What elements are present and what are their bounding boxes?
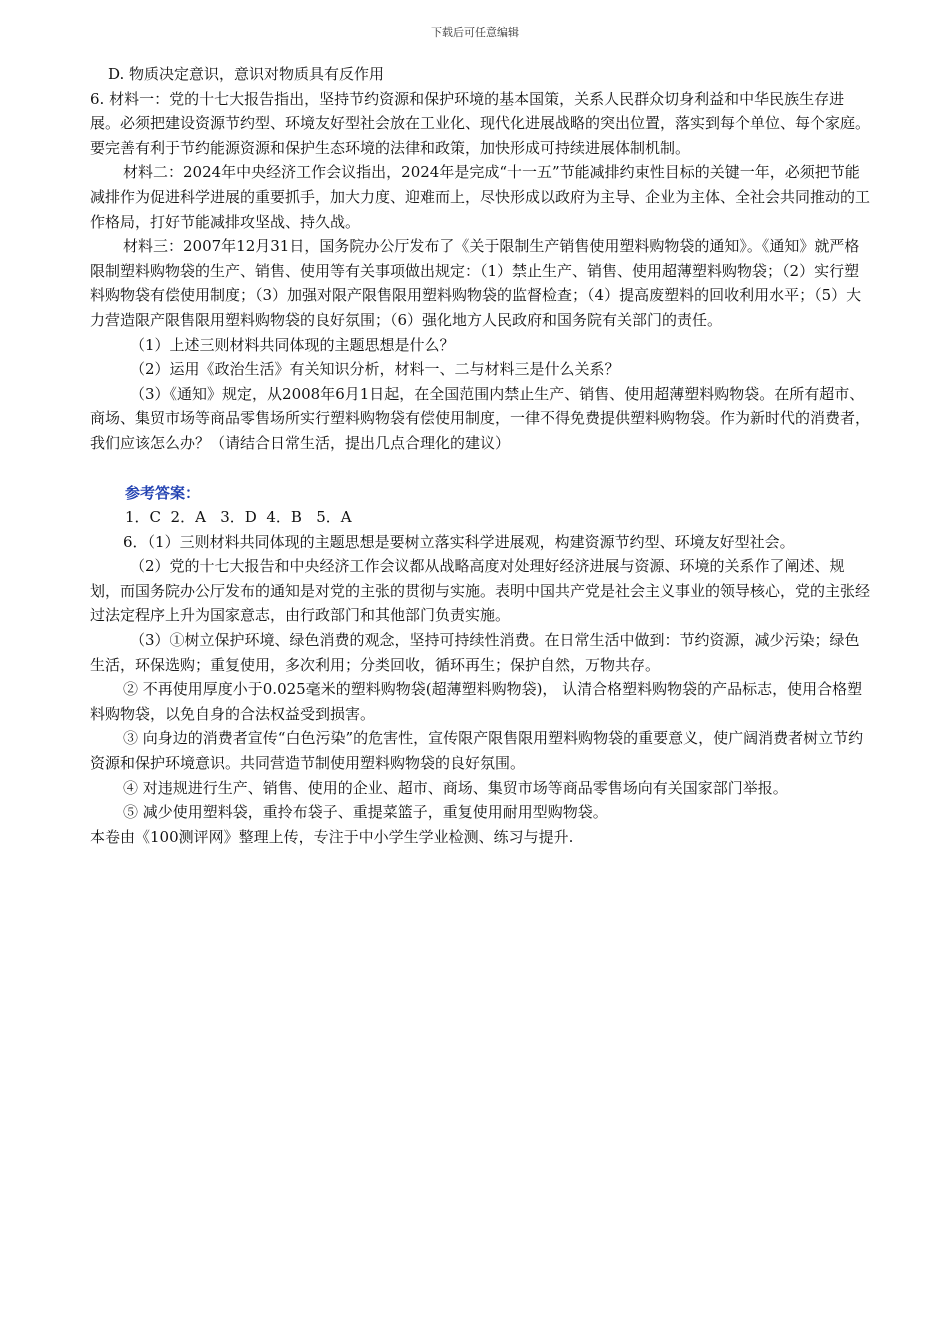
material-3: 材料三：2007年12月31日，国务院办公厅发布了《关于限制生产销售使用塑料购物袋的通知》。《通知》就严格限制塑料购物袋的生产、销售、使用等有关事项做出规定：（1）禁止生产、销售、使用超薄塑料购物袋；（2）实行塑料购物袋有偿使用制度；（3）加强对限产限售限用塑料购物袋的监督检查；（4）提高废塑料的回收利用水平；（5）大力营造限产限售限用塑料购物袋的良好氛围；（6）强化地方人民政府和国务院有关部门的责任。 — [90, 237, 862, 329]
sub-question-1: （1）上述三则材料共同体现的主题思想是什么？ — [130, 335, 455, 354]
multiple-choice-answers: 1．C 2．A 3．D 4．B 5．A — [125, 508, 352, 527]
sub-question-2: （2）运用《政治生活》有关知识分析，材料一、二与材料三是什么关系？ — [130, 360, 620, 379]
answer-6-2: （2）党的十七大报告和中央经济工作会议都从战略高度对处理好经济进展与资源、环境的关系作了阐述、规划，而国务院办公厅发布的通知是对党的主张的贯彻与实施。表明中国共产党是社会主义事业的领导核心，党的主张经过法定程序上升为国家意志，由行政部门和其他部门负责实施。 — [90, 557, 871, 625]
answer-point-4: ④ 对违规进行生产、销售、使用的企业、超市、商场、集贸市场等商品零售场向有关国家部门举报。 — [123, 778, 788, 797]
answer-point-3: ③ 向身边的消费者宣传“白色污染”的危害性，宣传限产限售限用塑料购物袋的重要意义，使广阔消费者树立节约资源和保护环境意识。共同营造节制使用塑料购物袋的良好氛围。 — [90, 729, 864, 773]
answer-6-1: 6．（1）三则材料共同体现的主题思想是要树立落实科学进展观，构建资源节约型、环境友好型社会。 — [123, 532, 795, 551]
page-header: 下载后可任意编辑 — [431, 26, 519, 39]
question-6-material-1: 6. 材料一：党的十七大报告指出，坚持节约资源和保护环境的基本国策，关系人民群众切身利益和中华民族生存进展。必须把建设资源节约型、环境友好型社会放在工业化、现代化进展战略的突出位置，落实到每个单位、每个家庭。要完善有利于节约能源资源和保护生态环境的法律和政策，加快形成可持续进展体制机制。 — [90, 89, 871, 157]
footer-note: 本卷由《100测评网》整理上传，专注于中小学生学业检测、练习与提升. — [90, 827, 574, 846]
material-2: 材料二：2024年中央经济工作会议指出，2024年是完成“十一五”节能减排约束性目标的关键一年，必须把节能减排作为促进科学进展的重要抓手，加大力度、迎难而上，尽快形成以政府为主导、企业为主体、全社会共同推动的工作格局，打好节能减排攻坚战、持久战。 — [90, 163, 871, 231]
answer-6-3: （3）①树立保护环境、绿色消费的观念，坚持可持续性消费。在日常生活中做到：节约资源，减少污染；绿色生活，环保选购；重复使用，多次利用；分类回收，循环再生；保护自然，万物共存。 — [90, 631, 860, 674]
answer-point-5: ⑤ 减少使用塑料袋，重拎布袋子、重提菜篮子，重复使用耐用型购物袋。 — [123, 803, 608, 822]
option-d: D. 物质决定意识，意识对物质具有反作用 — [108, 65, 385, 83]
spacer — [90, 456, 870, 481]
answer-title: 参考答案： — [125, 483, 201, 502]
document-body — [90, 62, 870, 849]
answer-point-2: ② 不再使用厚度小于0.025毫米的塑料购物袋(超薄塑料购物袋)， 认清合格塑料购物袋的产品标志，使用合格塑料购物袋，以免自身的合法权益受到损害。 — [90, 680, 863, 723]
sub-question-3: （3）《通知》规定，从2008年6月1日起，在全国范围内禁止生产、销售、使用超薄塑料购物袋。在所有超市、商场、集贸市场等商品零售场所实行塑料购物袋有偿使用制度，一律不得免费提供塑料购物袋。作为新时代的消费者，我们应该怎么办？（请结合日常生活，提出几点合理化的建议） — [90, 384, 871, 452]
